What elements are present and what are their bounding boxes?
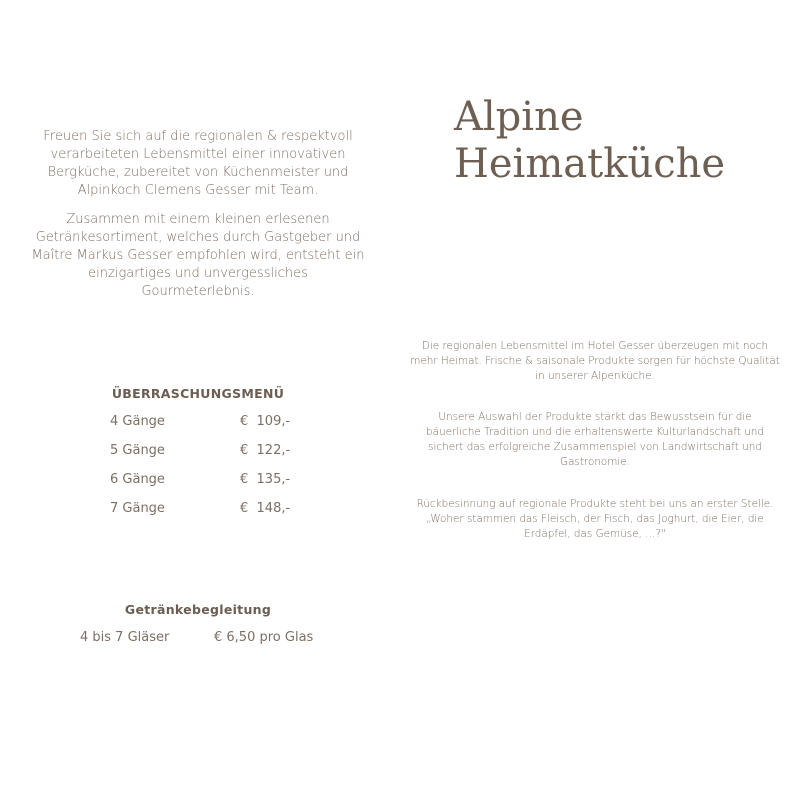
menu-row [30, 471, 366, 500]
right-paragraph-3 [410, 497, 780, 542]
right-column [410, 94, 780, 540]
drinks-pairing-title: Getränkebegleitung [124, 602, 272, 617]
drinks-row-price: € 6,50 pro Glas [214, 630, 314, 645]
drinks-row-label: 4 bis 7 Gläser [80, 630, 170, 645]
menu-row-label: 7 Gänge [110, 501, 165, 516]
intro-paragraph-2: Zusammen mit einem kleinen erlesenen Getränkesortiment, welches durch Gastgeber und Maître Markus Gesser empfohlen wird, entsteht ein einzigartiges und unvergessliches Gourmeterlebnis. [31, 212, 365, 299]
surprise-menu-section [30, 386, 366, 529]
menu-row-price: € 135,- [240, 472, 291, 487]
surprise-menu-title: ÜBERRASCHUNGSMENÜ [111, 386, 285, 401]
page-title-line-1: Alpine [454, 94, 584, 140]
right-paragraph-1-text: Die regionalen Lebensmittel im Hotel Gesser überzeugen mit noch mehr Heimat. Frische & saisonale Produkte sorgen für höchste Qualität in unserer Alpenküche. [410, 340, 780, 382]
intro-paragraph-1: Freuen Sie sich auf die regionalen & respektvoll verarbeiteten Lebensmittel einer innovativen Bergküche, zubereitet von Küchenmeister und Alpinkoch Clemens Gesser mit Team. [43, 129, 353, 198]
intro-text [30, 128, 366, 312]
drinks-row [30, 629, 366, 649]
menu-row-price: € 122,- [240, 443, 291, 458]
right-paragraph-1 [410, 339, 780, 384]
menu-row-label: 6 Gänge [110, 472, 165, 487]
page-title-line-2: Heimatküche [454, 141, 726, 187]
menu-row-price: € 109,- [240, 414, 291, 429]
right-paragraph-2-text: Unsere Auswahl der Produkte stärkt das Bewusstsein für die bäuerliche Tradition und die erhaltenswerte Kulturlandschaft und sichert das erfolgreiche Zusammenspiel von Landwirtschaft und Gastronomie. [426, 411, 764, 468]
drinks-pairing-section [30, 602, 366, 649]
page-title [454, 94, 780, 188]
menu-row-label: 5 Gänge [110, 443, 165, 458]
menu-row [30, 500, 366, 529]
menu-row [30, 442, 366, 471]
menu-row-label: 4 Gänge [110, 414, 165, 429]
right-paragraph-2 [410, 410, 780, 470]
menu-row-price: € 148,- [240, 501, 291, 516]
right-paragraph-3-text: Rückbesinnung auf regionale Produkte steht bei uns an erster Stelle. „Woher stammen das Fleisch, der Fisch, das Joghurt, die Eier, die Erdäpfel, das Gemüse, …?" [416, 498, 774, 540]
menu-row [30, 413, 366, 442]
